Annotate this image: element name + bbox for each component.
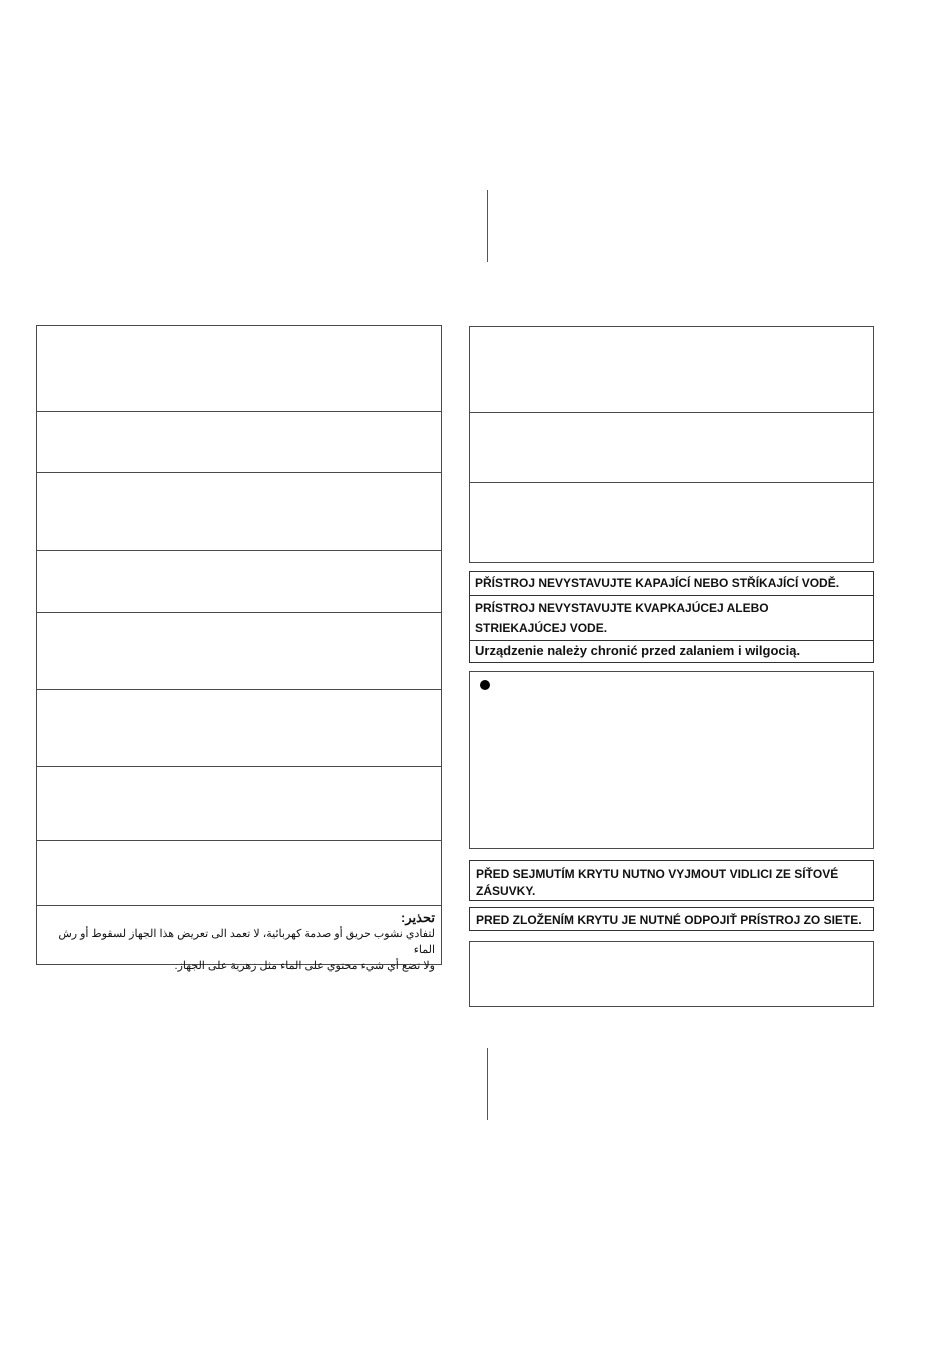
left-cell-3: [37, 473, 441, 551]
left-cell-5: [37, 613, 441, 690]
left-cell-7: [37, 767, 441, 841]
arabic-warning-line-1: لتفادي نشوب حريق أو صدمة كهربائية، لا تعمد الى تعريض هذا الجهاز لسقوط أو رش الماء: [58, 928, 435, 956]
right-cell-3: [470, 483, 873, 562]
water-warning-slovak: [470, 596, 873, 641]
right-cell-2: [470, 413, 873, 483]
left-cell-1: [37, 326, 441, 412]
bullet-icon: [480, 680, 490, 690]
water-warning-slovak-line-1: PRÍSTROJ NEVYSTAVUJTE KVAPKAJÚCEJ ALEBO: [475, 601, 769, 615]
water-warning-slovak-line-2: STRIEKAJÚCEJ VODE.: [475, 621, 608, 635]
water-warning-labels: [469, 571, 874, 663]
cover-warning-slovak-text: PRED ZLOŽENÍM KRYTU JE NUTNÉ ODPOJIŤ PRÍSTROJ ZO SIETE.: [476, 913, 862, 927]
cover-warning-czech-line-2: ZÁSUVKY.: [476, 884, 536, 898]
bottom-divider-line: [487, 1048, 488, 1120]
water-warning-czech: PŘÍSTROJ NEVYSTAVUJTE KAPAJÍCÍ NEBO STŘÍKAJÍCÍ VODĚ.: [470, 572, 873, 596]
left-cell-6: [37, 690, 441, 767]
right-bottom-box: [469, 941, 874, 1007]
arabic-warning-heading: تحذير:: [401, 910, 435, 925]
left-warning-table: [36, 325, 442, 972]
right-top-table: [469, 326, 874, 563]
cover-warning-slovak: [469, 907, 874, 931]
cover-warning-czech-line-1: PŘED SEJMUTÍM KRYTU NUTNO VYJMOUT VIDLICI ZE SÍŤOVÉ: [476, 867, 839, 881]
cover-warning-czech: [469, 860, 874, 901]
arabic-warning-cell: [37, 906, 441, 972]
left-cell-4: [37, 551, 441, 613]
water-warning-polish: Urządzenie należy chronić przed zalaniem i wilgocią.: [475, 643, 801, 658]
top-divider-line: [487, 190, 488, 262]
left-cell-2: [37, 412, 441, 473]
bullet-note-box: [469, 671, 874, 849]
left-cell-8: [37, 841, 441, 906]
right-cell-1: [470, 327, 873, 413]
arabic-warning-line-2: ولا تضع أي شيء محتوي على الماء مثل زهرية على الجهاز.: [174, 960, 435, 972]
